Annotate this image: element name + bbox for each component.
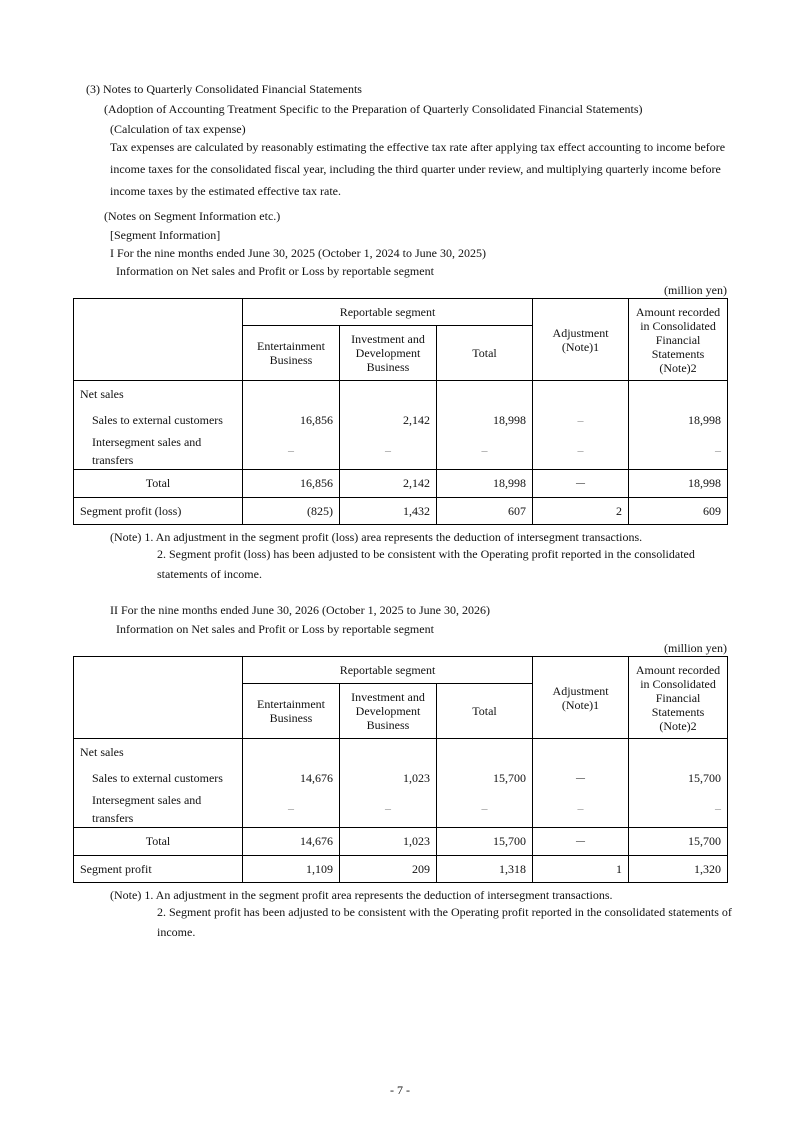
row-profit-label: Segment profit <box>74 856 243 883</box>
period1-subheading: Information on Net sales and Profit or Loss by reportable segment <box>116 264 434 278</box>
period1-note1: (Note) 1. An adjustment in the segment profit (loss) area represents the deduction of intersegment transactions. <box>110 530 643 544</box>
cell-value: – <box>340 433 437 470</box>
row-interseg-label: Intersegment sales and transfers <box>74 433 243 470</box>
unit-label: (million yen) <box>664 641 727 655</box>
segment-table-period1 <box>73 298 728 525</box>
cell-value: 1,023 <box>340 767 437 791</box>
header-adjustment: Adjustment (Note)1 <box>533 299 629 381</box>
header-total: Total <box>437 326 533 381</box>
cell-value: – <box>533 433 629 470</box>
cell-value: – <box>437 791 533 828</box>
cell-value: － <box>533 767 629 791</box>
cell-value: 18,998 <box>629 470 728 498</box>
header-amount-recorded: Amount recorded in Consolidated Financial Statements (Note)2 <box>629 299 728 381</box>
page-number: - 7 - <box>390 1083 410 1097</box>
cell-value: 14,676 <box>243 828 340 856</box>
cell-value: － <box>533 828 629 856</box>
header-adjustment: Adjustment (Note)1 <box>533 657 629 739</box>
period2-subheading: Information on Net sales and Profit or Loss by reportable segment <box>116 622 434 636</box>
tax-heading: (Calculation of tax expense) <box>110 122 246 136</box>
header-investment: Investment and Development Business <box>340 684 437 739</box>
header-reportable: Reportable segment <box>243 299 533 326</box>
header-reportable: Reportable segment <box>243 657 533 684</box>
segment-table-period2 <box>73 656 728 883</box>
cell-value: – <box>533 791 629 828</box>
period2-note2: 2. Segment profit has been adjusted to be consistent with the Operating profit reported in the consolidated statements of income. <box>157 905 732 939</box>
unit-label: (million yen) <box>664 283 727 297</box>
row-net-sales: Net sales <box>74 739 243 767</box>
section-title: (3) Notes to Quarterly Consolidated Financial Statements <box>86 82 362 96</box>
segment-notes-heading: (Notes on Segment Information etc.) <box>104 209 281 223</box>
cell-value: (825) <box>243 498 340 525</box>
cell-value: 15,700 <box>437 767 533 791</box>
row-interseg-label: Intersegment sales and transfers <box>74 791 243 828</box>
row-total-label: Total <box>74 470 243 498</box>
cell-value: 2 <box>533 498 629 525</box>
cell-value: 209 <box>340 856 437 883</box>
period2-note1: (Note) 1. An adjustment in the segment profit area represents the deduction of intersegment transactions. <box>110 888 613 902</box>
cell-value: 15,700 <box>629 828 728 856</box>
cell-value: – <box>629 791 728 828</box>
cell-value: 1 <box>533 856 629 883</box>
tax-paragraph: Tax expenses are calculated by reasonably estimating the effective tax rate after applying tax effect accounting to income before income taxes for the consolidated fiscal year, including the third quarter under review, and multiplying quarterly income before income taxes by the estimated effective tax rate. <box>110 140 726 198</box>
row-net-sales: Net sales <box>74 381 243 409</box>
cell-value: － <box>533 470 629 498</box>
cell-value: 609 <box>629 498 728 525</box>
row-profit-label: Segment profit (loss) <box>74 498 243 525</box>
cell-value: 1,318 <box>437 856 533 883</box>
table-row <box>74 791 728 828</box>
cell-value: 2,142 <box>340 470 437 498</box>
cell-value: 14,676 <box>243 767 340 791</box>
period2-heading: II For the nine months ended June 30, 2026 (October 1, 2025 to June 30, 2026) <box>110 603 490 617</box>
period1-heading: I For the nine months ended June 30, 2025 (October 1, 2024 to June 30, 2025) <box>110 246 486 260</box>
table-row <box>74 470 728 498</box>
cell-value: 1,109 <box>243 856 340 883</box>
segment-info-heading: [Segment Information] <box>110 228 221 242</box>
table-row <box>74 433 728 470</box>
table-row <box>74 856 728 883</box>
row-total-label: Total <box>74 828 243 856</box>
header-amount-recorded: Amount recorded in Consolidated Financial Statements (Note)2 <box>629 657 728 739</box>
table-row <box>74 498 728 525</box>
header-entertainment: Entertainment Business <box>243 684 340 739</box>
cell-value: 2,142 <box>340 409 437 433</box>
row-external-label: Sales to external customers <box>74 409 243 433</box>
row-external-label: Sales to external customers <box>74 767 243 791</box>
cell-value: 18,998 <box>629 409 728 433</box>
cell-value: – <box>437 433 533 470</box>
cell-value: – <box>533 409 629 433</box>
cell-value: – <box>243 433 340 470</box>
header-total: Total <box>437 684 533 739</box>
cell-value: 1,023 <box>340 828 437 856</box>
table-row <box>74 409 728 433</box>
cell-value: 16,856 <box>243 470 340 498</box>
adoption-heading: (Adoption of Accounting Treatment Specific to the Preparation of Quarterly Consolidated Financial Statements) <box>104 102 643 116</box>
header-investment: Investment and Development Business <box>340 326 437 381</box>
cell-value: 15,700 <box>629 767 728 791</box>
cell-value: 607 <box>437 498 533 525</box>
cell-value: 1,432 <box>340 498 437 525</box>
cell-value: 18,998 <box>437 470 533 498</box>
cell-value: – <box>243 791 340 828</box>
cell-value: – <box>629 433 728 470</box>
cell-value: 16,856 <box>243 409 340 433</box>
cell-value: 15,700 <box>437 828 533 856</box>
header-entertainment: Entertainment Business <box>243 326 340 381</box>
period1-note2: 2. Segment profit (loss) has been adjusted to be consistent with the Operating profit reported in the consolidated statements of income. <box>157 547 695 581</box>
table-row <box>74 828 728 856</box>
table-row <box>74 767 728 791</box>
cell-value: 18,998 <box>437 409 533 433</box>
cell-value: – <box>340 791 437 828</box>
cell-value: 1,320 <box>629 856 728 883</box>
